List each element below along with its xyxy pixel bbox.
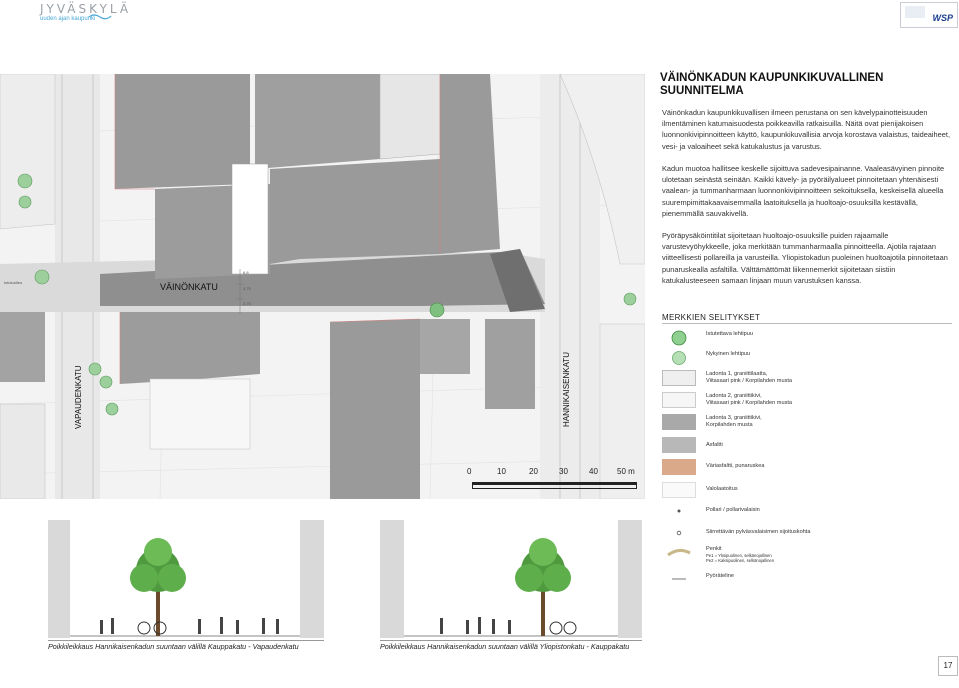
bollard-icon: [662, 503, 696, 519]
cross-section-right-drawing: [380, 520, 642, 638]
paving-2-swatch: [662, 392, 696, 408]
legend-item: Ladonta 2, graniittikivi, Viitasaari pink / Korpilahden musta: [662, 392, 952, 410]
bench-icon: [662, 545, 696, 561]
light-paving-swatch: [662, 482, 696, 498]
plan-small-label: lotutuolleo: [4, 280, 23, 285]
site-plan-drawing: [0, 74, 645, 499]
legend-item: Väriasfaltti, punaruskea: [662, 459, 952, 477]
cross-section-right: [380, 520, 642, 638]
scale-bar: [467, 464, 642, 494]
legend-item: Nykyinen lehtipuu: [662, 350, 952, 368]
site-plan: [0, 74, 645, 499]
scale-tick: 20: [529, 467, 538, 476]
building-block: [440, 74, 500, 254]
article-title: VÄINÖNKADUN KAUPUNKIKUVALLINEN SUUNNITELMA: [660, 72, 884, 97]
asphalt-swatch: [662, 437, 696, 453]
legend-item: Pollari / pollarivalaisin: [662, 503, 952, 521]
city-logo-text: JYVÄSKYLÄ: [40, 2, 132, 16]
scale-tick: 50 m: [617, 467, 635, 476]
consultant-logo-text: WSP: [932, 13, 953, 23]
article-paragraph-2: Kadun muotoa hallitsee keskelle sijoittuva sadevesipainanne. Vaaleasävyinen pinnoite ulotetaan seinästä seinään. Kaikki kävely- ja pyöräilyalueet pinnoitetaan yhtenäisesti vaalean- ja tummanharmaan luonnonkivipinnoitteen sekoituksella, keskeisellä alueella suurempimittakaavaisemmalla laatoituksella ja huoltoajo-osuuksilla kestävällä, pienemmällä sauvakivellä.: [662, 164, 945, 218]
consultant-logo: [900, 2, 958, 28]
legend-item: Istutettava lehtipuu: [662, 330, 952, 348]
building-block: [0, 312, 45, 382]
street-label-vainonkatu: VÄINÖNKATU: [160, 282, 218, 292]
article-paragraph-1: Väinönkadun kaupunkikuvallisen ilmeen perustana on sen kävelypainotteisuuden ilmentäminen katumaisuodesta poikkeavilla ratkaisuilla. Näitä ovat pienijakoisen luonnonkivipinnoitteen käyttö, kaupunkikuvallisia arvoja korostava valaistus, taideaiheet, vesi- ja valoaiheet sekä katukalustus ja varustus.: [662, 108, 950, 151]
legend-title: MERKKIEN SELITYKSET: [662, 313, 761, 322]
dimension-label: 3,75: [243, 301, 251, 306]
cross-section-left: [48, 520, 324, 638]
street-label-vapaudenkatu: VAPAUDENKATU: [74, 365, 83, 429]
dimension-label: 6,8: [243, 270, 249, 275]
scale-tick: 30: [559, 467, 568, 476]
building-block: [330, 319, 420, 499]
legend-item: Siirrettävän pylväsvalaisimen sijoituskohta: [662, 525, 952, 543]
cross-section-left-drawing: [48, 520, 324, 638]
building-block: [115, 74, 250, 189]
building-block: [120, 312, 260, 384]
legend-item: Pyöräteline: [662, 571, 952, 589]
section-caption-left: Poikkileikkaus Hannikaisenkadun suuntaan välillä Kauppakatu - Vapaudenkatu: [48, 642, 299, 651]
existing-tree-icon: [662, 350, 696, 366]
red-asphalt-swatch: [662, 459, 696, 475]
building-courtyard: [380, 74, 440, 159]
legend-item: Asfaltti: [662, 437, 952, 455]
legend-item: Penkit Pe1 = Yksipuolinen, selkänojallinen Pe2 = Kaksipuolinen, selkänojallinen: [662, 545, 952, 569]
paving-1-swatch: [662, 370, 696, 386]
scale-tick: 0: [467, 467, 472, 476]
building-block: [420, 319, 470, 374]
legend-item: Valolaatoitus: [662, 482, 952, 500]
section-caption-right: Poikkileikkaus Hannikaisenkadun suuntaan välillä Yliopistonkatu - Kauppakatu: [380, 642, 630, 651]
legend-item: Ladonta 1, graniittilaatta, Viitasaari pink / Korpilahden musta: [662, 370, 952, 388]
street-label-hannikaisenkatu: HANNIKAISENKATU: [562, 352, 571, 427]
bike-rack-icon: [662, 571, 696, 587]
building-block: [485, 319, 535, 409]
article-paragraph-3: Pyöräpysäköintitilat sijoitetaan huoltoajo-osuuksille puiden rajaamalle varustevyöhykkeelle, joka merkitään tummanharmaalla pinnoitteella. Ajotila rajataan viitteellisesti pollareilla ja varusteilla. Yliopistokadun puoleinen huoltoajotila pinnoitetaan punaruskealla asfaltilla. Välttämättömät liikennemerkit sijoitetaan siistiin katukalusteeseen samaan linjaan muun varustuksen kanssa.: [662, 231, 948, 285]
legend-item: Ladonta 3, graniittikivi, Korpilahden musta: [662, 414, 952, 432]
building-block: [270, 159, 440, 264]
paving-3-swatch: [662, 414, 696, 430]
page-number: 17: [938, 656, 958, 676]
logo-wave-icon: [88, 12, 112, 20]
building-block: [255, 74, 380, 169]
scale-tick: 40: [589, 467, 598, 476]
city-logo-subtitle: uuden ajan kaupunki: [40, 16, 96, 22]
scale-tick: 10: [497, 467, 506, 476]
building-light: [232, 164, 268, 274]
dimension-label: 3,75: [243, 286, 251, 291]
planted-tree-icon: [662, 330, 696, 346]
movable-light-icon: [662, 525, 696, 541]
left-plot-bottom: [0, 404, 45, 499]
legend-divider: [662, 323, 952, 324]
logo-mark-icon: [905, 6, 925, 18]
courtyard: [150, 379, 250, 449]
